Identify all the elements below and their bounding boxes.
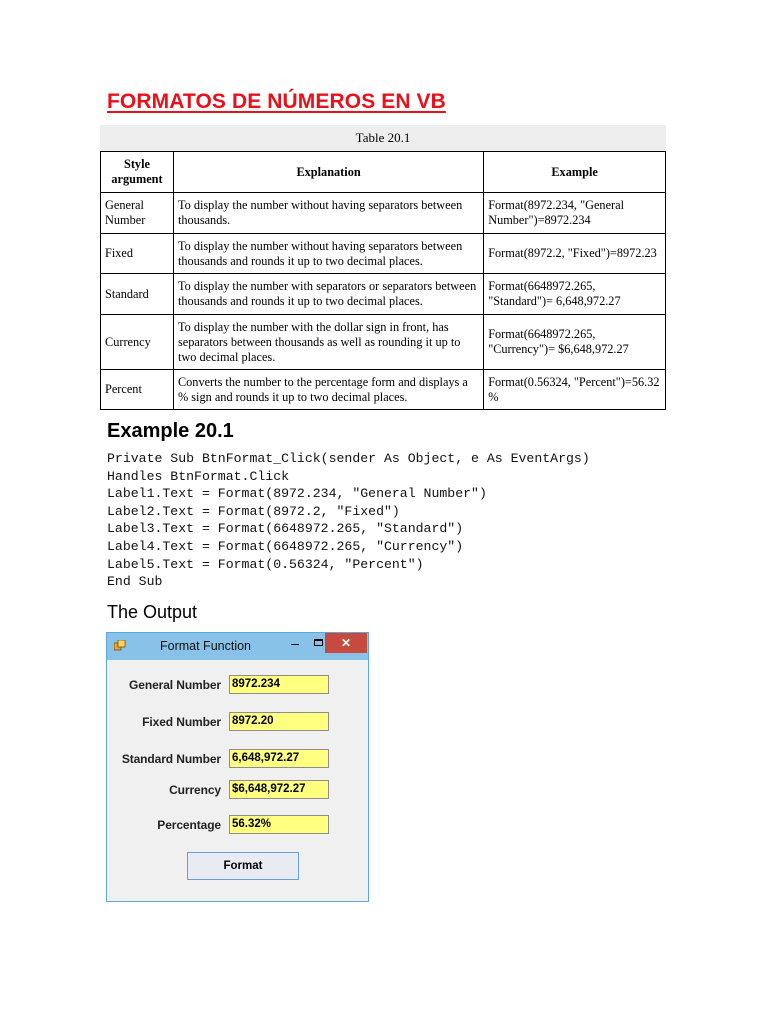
table-row <box>101 234 666 274</box>
currency-field[interactable]: $6,648,972.27 <box>229 780 329 799</box>
page-title: FORMATOS DE NÚMEROS EN VB <box>107 90 446 113</box>
cell-explanation: To display the number with the dollar sign in front, has separators between thousands as well as rounding it up to two decimal places. <box>173 315 483 370</box>
cell-style: Standard <box>101 274 174 315</box>
code-line: Label2.Text = Format(8972.2, "Fixed") <box>107 503 400 519</box>
format-function-window <box>106 632 369 902</box>
cell-example: Format(6648972.265, "Standard")= 6,648,972.27 <box>484 274 666 315</box>
cell-style: Percent <box>101 370 174 410</box>
close-icon[interactable]: ✕ <box>325 633 367 653</box>
percentage-field[interactable]: 56.32% <box>229 815 329 834</box>
code-line: Handles BtnFormat.Click <box>107 468 290 484</box>
table-row <box>101 193 666 234</box>
minimize-icon[interactable]: – <box>291 635 299 651</box>
format-button[interactable]: Format <box>187 852 299 880</box>
cell-example: Format(0.56324, "Percent")=56.32 % <box>484 370 666 410</box>
label-percentage: Percentage <box>157 818 221 832</box>
cell-explanation: To display the number without having separators between thousands and rounds it up to two decimal places. <box>173 234 483 274</box>
code-line: Label3.Text = Format(6648972.265, "Standard") <box>107 521 464 537</box>
column-header-style: Style argument <box>101 152 174 193</box>
standard-number-field[interactable]: 6,648,972.27 <box>229 749 329 768</box>
example-heading: Example 20.1 <box>107 420 234 442</box>
column-header-explanation: Explanation <box>173 152 483 193</box>
code-line: End Sub <box>107 574 163 590</box>
output-heading: The Output <box>107 602 198 622</box>
cell-explanation: Converts the number to the percentage form and displays a % sign and rounds it up to two decimal places. <box>173 370 483 410</box>
format-styles-table <box>100 151 666 410</box>
cell-style: Currency <box>101 315 174 370</box>
cell-example: Format(6648972.265, "Currency")= $6,648,972.27 <box>484 315 666 370</box>
app-icon[interactable] <box>114 640 126 651</box>
table-row <box>101 370 666 410</box>
table-caption: Table 20.1 <box>100 125 666 151</box>
column-header-example: Example <box>484 152 666 193</box>
window-client-area <box>114 660 361 894</box>
cell-example: Format(8972.2, "Fixed")=8972.23 <box>484 234 666 274</box>
cell-explanation: To display the number with separators or separators between thousands and rounds it up to two decimal places. <box>173 274 483 315</box>
label-general-number: General Number <box>129 678 221 692</box>
window-titlebar[interactable] <box>107 633 368 660</box>
window-title: Format Function <box>160 639 252 653</box>
code-line: Label4.Text = Format(6648972.265, "Currency") <box>107 538 464 554</box>
table-header-row <box>101 152 666 193</box>
cell-style: General Number <box>101 193 174 234</box>
code-line: Label5.Text = Format(0.56324, "Percent") <box>107 556 424 572</box>
label-standard-number: Standard Number <box>121 752 221 766</box>
cell-example: Format(8972.234, "General Number")=8972.234 <box>484 193 666 234</box>
cell-explanation: To display the number without having separators between thousands. <box>173 193 483 234</box>
label-currency: Currency <box>169 783 221 797</box>
code-block <box>107 450 590 591</box>
code-line: Private Sub BtnFormat_Click(sender As Object, e As EventArgs) <box>107 451 590 466</box>
code-line: Label1.Text = Format(8972.234, "General Number") <box>107 486 487 502</box>
fixed-number-field[interactable]: 8972.20 <box>229 712 329 731</box>
cell-style: Fixed <box>101 234 174 274</box>
label-fixed-number: Fixed Number <box>142 715 221 729</box>
table-row <box>101 315 666 370</box>
general-number-field[interactable]: 8972.234 <box>229 675 329 694</box>
table-row <box>101 274 666 315</box>
